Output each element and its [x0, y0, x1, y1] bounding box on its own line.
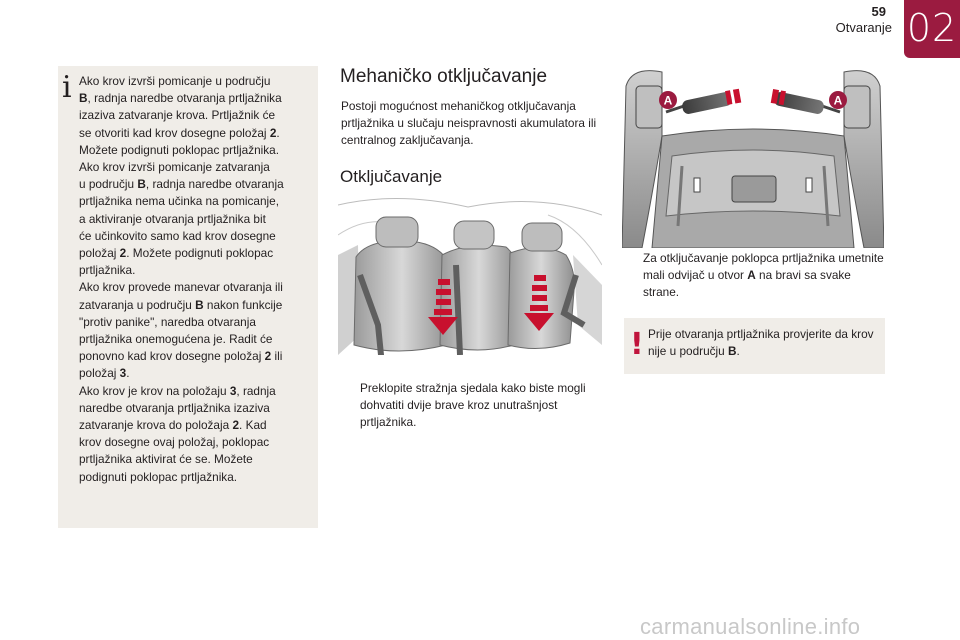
- info-line-part: krov dosegne ovaj položaj, poklopac: [79, 435, 270, 450]
- info-text: [79, 73, 311, 486]
- label-a-left: A: [663, 93, 673, 108]
- info-line-part: prtljažnika.: [79, 263, 136, 278]
- info-line: [79, 297, 311, 314]
- warning-text: [648, 326, 884, 360]
- info-line-part: , radnja naredbe otvaranja prtljažnika: [87, 91, 282, 106]
- rear-seats-illustration: [338, 195, 602, 373]
- info-line-part: prtljažnika onemogućena je. Radit će: [79, 332, 273, 347]
- info-line-part: . Kad: [239, 418, 267, 433]
- info-line-part: podignuti poklopac prtljažnika.: [79, 469, 238, 484]
- info-line-part: Možete podignuti poklopac prtljažnika.: [79, 142, 280, 157]
- info-line: [79, 383, 311, 400]
- info-line: [79, 159, 311, 176]
- step-text-part: Za otključavanje poklopca prtljažnika umetnite mali odvijač u otvor: [643, 251, 884, 283]
- step-text: Preklopite stražnja sjedala kako biste mogli dohvatiti dvije brave kroz unutrašnjost prtljažnika.: [360, 381, 586, 430]
- info-line: [79, 211, 311, 228]
- info-line-part: zatvaranja u području: [79, 297, 196, 312]
- step-text: [624, 250, 888, 302]
- info-line: [79, 400, 311, 417]
- section-name: Otvaranje: [835, 20, 892, 35]
- label-a-right: A: [833, 93, 843, 108]
- info-line: [79, 469, 311, 486]
- info-line-part: Ako krov provede manevar otvaranja ili: [79, 280, 283, 295]
- subsection-title: Otključavanje: [340, 167, 443, 186]
- page-number: 59: [871, 4, 886, 19]
- info-line-part: će učinkovito samo kad krov dosegne: [79, 228, 276, 243]
- info-line-bold: 3: [229, 383, 237, 398]
- info-line-part: . Možete podignuti poklopac: [126, 246, 274, 261]
- info-icon: i: [62, 70, 72, 105]
- info-line: [79, 314, 311, 331]
- info-line-part: .: [276, 125, 280, 140]
- info-line: [79, 107, 311, 124]
- step-fold-seats: [341, 380, 605, 432]
- info-line: [79, 262, 311, 279]
- info-line-bold: B: [195, 297, 204, 312]
- info-line: [79, 417, 311, 434]
- info-line-part: Ako krov izvrši pomicanje u području: [79, 74, 271, 88]
- trunk-lock-illustration: [622, 66, 884, 248]
- info-line-part: nakon funkcije: [203, 297, 283, 312]
- info-line-part: ponovno kad krov dosegne položaj: [79, 349, 265, 364]
- info-line: [79, 73, 311, 90]
- info-line-part: se otvoriti kad krov dosegne položaj: [79, 125, 270, 140]
- info-line-part: "protiv panike", naredba otvaranja: [79, 314, 256, 329]
- intro-paragraph: Postoji mogućnost mehaničkog otključavanja prtljažnika u slučaju neispravnosti akumulatora ili centralnog zaključavanja.: [341, 99, 597, 148]
- info-line: [79, 451, 311, 468]
- info-line-part: ili: [271, 349, 283, 364]
- info-line: [79, 365, 311, 382]
- warning-text-bold: B: [728, 344, 737, 359]
- info-line-part: naredbe otvaranja prtljažnika izaziva: [79, 400, 270, 415]
- info-line: [79, 176, 311, 193]
- info-line: [79, 245, 311, 262]
- info-line: [79, 279, 311, 296]
- info-line-part: zatvaranje krova do položaja: [79, 418, 233, 433]
- step-text-part: na bravi sa svake strane.: [643, 268, 851, 300]
- info-line-part: prtljažnika nema učinka na pomicanje,: [79, 194, 279, 209]
- info-line-part: položaj: [79, 366, 120, 381]
- step-unlock-lid: [624, 250, 888, 302]
- info-line: [79, 228, 311, 245]
- section-title: Mehaničko otključavanje: [340, 66, 548, 87]
- info-line-part: , radnja: [236, 383, 276, 398]
- info-line-part: , radnja naredbe otvaranja: [145, 177, 284, 192]
- info-line-bold: 2: [119, 246, 127, 261]
- info-line: [79, 331, 311, 348]
- warning-text-part: Prije otvaranja prtljažnika provjerite da krov nije u području: [648, 327, 874, 359]
- info-line: [79, 348, 311, 365]
- exclamation-icon: !: [630, 327, 644, 362]
- info-line-part: izaziva zatvaranje krova. Prtljažnik će: [79, 108, 276, 123]
- info-line-bold: B: [137, 177, 146, 192]
- info-line-part: Ako krov izvrši pomicanje zatvaranja: [79, 160, 270, 175]
- info-line-bold: 2: [264, 349, 272, 364]
- info-line-bold: 3: [119, 366, 127, 381]
- warning-text-part: .: [736, 344, 740, 359]
- info-line-part: Ako krov je krov na položaju: [79, 383, 230, 398]
- info-line: [79, 125, 311, 142]
- info-line-bold: 2: [269, 125, 277, 140]
- info-line-bold: B: [79, 91, 88, 106]
- info-line-bold: 2: [232, 418, 240, 433]
- info-line: [79, 193, 311, 210]
- info-line: [79, 90, 311, 107]
- info-line-part: .: [126, 366, 130, 381]
- step-text-bold: A: [747, 268, 756, 283]
- info-line-part: prtljažnika aktivirat će se. Možete: [79, 452, 253, 467]
- info-line-part: položaj: [79, 246, 120, 261]
- watermark: carmanualsonline.info: [640, 614, 861, 639]
- info-line: [79, 142, 311, 159]
- info-line: [79, 434, 311, 451]
- info-line-part: a aktiviranje otvaranja prtljažnika bit: [79, 211, 266, 226]
- chapter-tab[interactable]: 02: [904, 0, 960, 58]
- info-line-part: u području: [79, 177, 138, 192]
